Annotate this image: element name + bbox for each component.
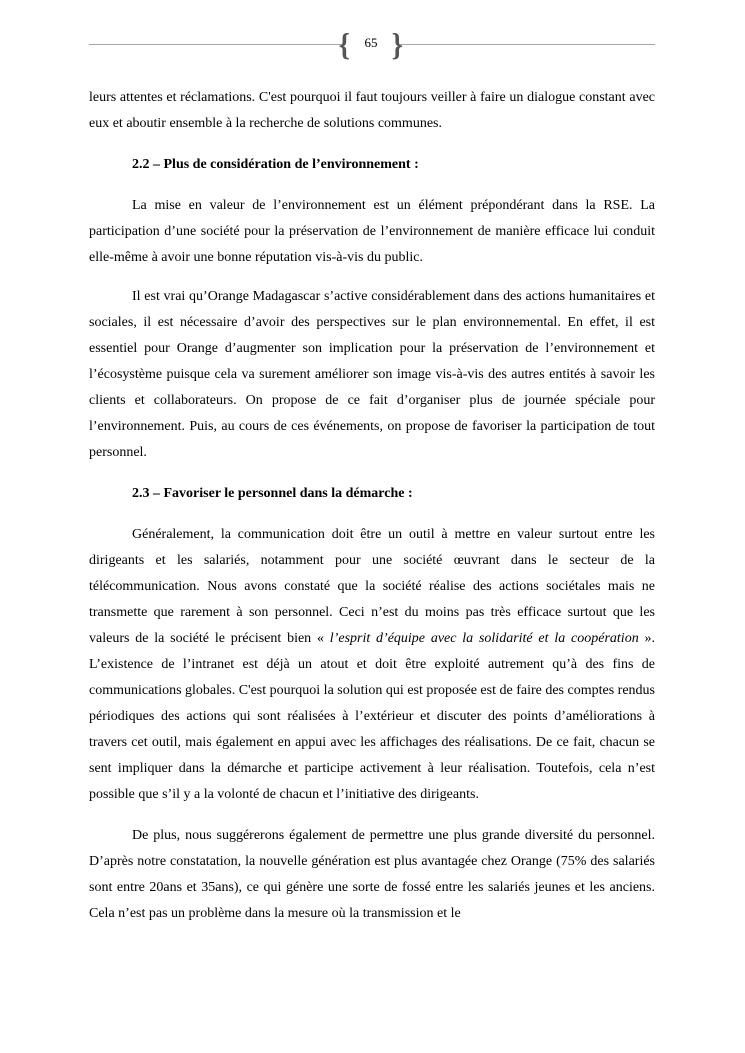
- paragraph-communication-part2: ». L’existence de l’intranet est déjà un atout et doit être exploité autrement qu’à des fins de communications globales. C'est pourquoi la solution qui est proposée est de faire des comptes rendus périodiques des actions qui sont réalisées à l’extérieur et discuter des points d’améliorations à travers cet outil, mais également en appui avec les affichages des réalisations. De ce fait, chacun se sent impliquer dans la démarche et participe activement à leur réalisation. Toutefois, cela n’est possible que s’il y a la volonté de chacun et l’initiative des dirigeants.: [89, 631, 656, 802]
- paragraph-communication: [89, 522, 655, 808]
- paragraph-continuation: leurs attentes et réclamations. C'est pourquoi il faut toujours veiller à faire un dialogue constant avec eux et aboutir ensemble à la recherche de solutions communes.: [89, 90, 655, 131]
- paragraph-environment-value: La mise en valeur de l’environnement est un élément prépondérant dans la RSE. La participation d’une société pour la préservation de l’environnement de manière efficace lui conduit elle-même à avoir une bonne réputation vis-à-vis du public.: [89, 198, 655, 265]
- paragraph-orange-environment: Il est vrai qu’Orange Madagascar s’active considérablement dans des actions humanitaires et sociales, il est nécessaire d’avoir des perspectives sur le plan environnemental. En effet, il est essentiel pour Orange d’augmenter son implication pour la préservation de l’environnement et l’écosystème puisque cela va surement améliorer son image vis-à-vis des autres entités à savoir les clients et collaborateurs. On propose de ce fait d’organiser plus de journée spéciale pour l’environnement. Puis, au cours de ces événements, on propose de favoriser la participation de tout personnel.: [89, 289, 655, 460]
- section-heading-2-3: 2.3 – Favoriser le personnel dans la démarche :: [132, 486, 413, 501]
- header-rule-left: [89, 44, 342, 45]
- header-brace-left: {: [338, 26, 350, 62]
- page-body: [89, 85, 655, 927]
- page-number: 65: [364, 35, 378, 50]
- paragraph-diversity: De plus, nous suggérerons également de permettre une plus grande diversité du personnel. D’après notre constatation, la nouvelle génération est plus avantagée chez Orange (75% des salariés sont entre 20ans et 35ans), ce qui génère une sorte de fossé entre les salariés jeunes et les anciens. Cela n’est pas un problème dans la mesure où la transmission et le: [89, 828, 655, 921]
- header-rule-right: [400, 44, 655, 45]
- page-header: [0, 28, 745, 64]
- values-quote: l’esprit d’équipe avec la solidarité et la coopération: [329, 631, 639, 646]
- section-heading-2-2: 2.2 – Plus de considération de l’environnement :: [132, 157, 419, 172]
- header-brace-right: }: [391, 26, 403, 62]
- paragraph-communication-part1: Généralement, la communication doit être un outil à mettre en valeur surtout entre les dirigeants et les salariés, notamment pour une société œuvrant dans le secteur de la télécommunication. Nous avons constaté que la société réalise des actions sociétales mais ne transmette que rarement à son personnel. Ceci n’est du moins pas très efficace surtout que les valeurs de la société le précisent bien «: [89, 527, 655, 646]
